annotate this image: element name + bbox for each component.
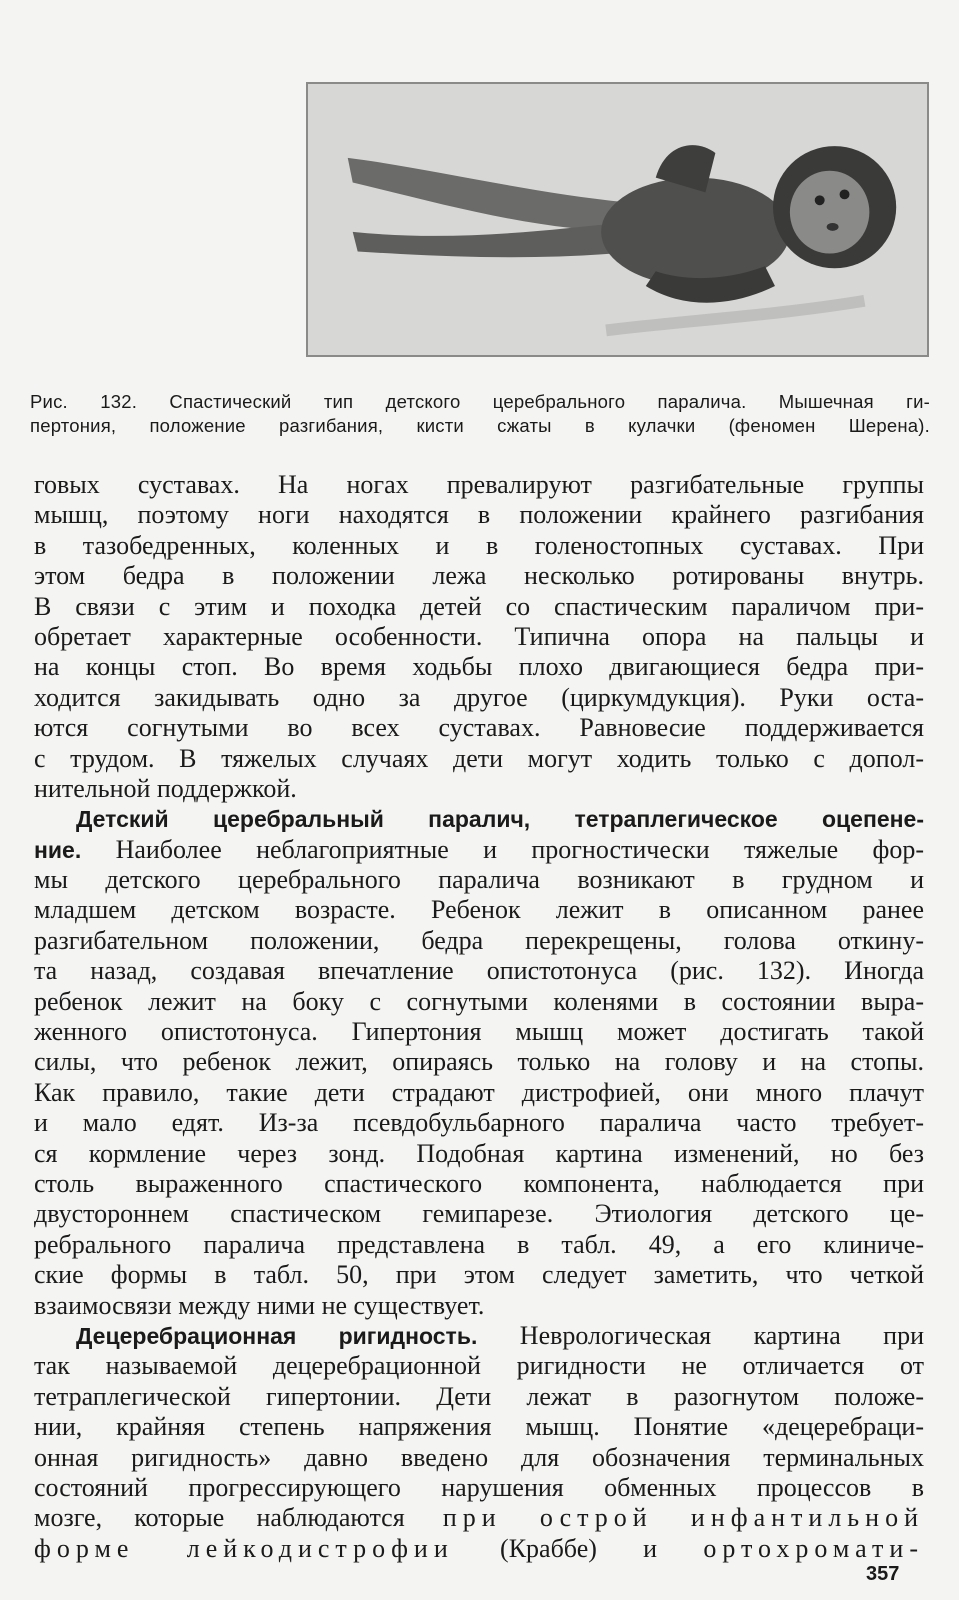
text-line: ребрального паралича представлена в табл. 49, а его клиниче- bbox=[34, 1229, 924, 1259]
text-line: силы, что ребенок лежит, опираясь только на голову и на стопы. bbox=[34, 1047, 924, 1077]
text-line: младшем детском возрасте. Ребенок лежит в описанном ранее bbox=[34, 895, 924, 925]
section-heading-line bbox=[34, 804, 924, 834]
text-line: разгибательном положении, бедра перекрещены, голова откину- bbox=[34, 925, 924, 955]
text-line: состояний прогрессирующего нарушения обменных процессов в bbox=[34, 1472, 924, 1502]
text-line: взаимосвязи между ними не существует. bbox=[34, 1290, 485, 1320]
text-line: В связи с этим и походка детей со спастическим параличом при- bbox=[34, 591, 924, 621]
text-line: ходится закидывать одно за другое (циркумдукция). Руки оста- bbox=[34, 682, 924, 712]
text-span: (Краббе) и bbox=[453, 1533, 704, 1563]
text-line: на концы стоп. Во время ходьбы плохо двигающиеся бедра при- bbox=[34, 652, 924, 682]
text-line: Как правило, такие дети страдают дистрофией, они много плачут bbox=[34, 1077, 924, 1107]
child-photo-illustration bbox=[308, 84, 927, 355]
text-line: мы детского церебрального паралича возникают в грудном и bbox=[34, 865, 924, 895]
text-span: Неврологическая картина при bbox=[477, 1320, 924, 1350]
text-line: с трудом. В тяжелых случаях дети могут ходить только с допол- bbox=[34, 743, 924, 773]
text-line bbox=[34, 1534, 924, 1564]
text-line: нии, крайняя степень напряжения мышц. Понятие «децеребраци- bbox=[34, 1412, 924, 1442]
text-line: онная ригидность» давно введено для обозначения терминальных bbox=[34, 1442, 924, 1472]
section-heading-cerebral-palsy: Детский церебральный паралич, тетраплегическое оцепене- bbox=[76, 806, 924, 833]
text-line: нительной поддержкой. bbox=[34, 773, 297, 803]
text-line: этом бедра в положении лежа несколько ротированы внутрь. bbox=[34, 561, 924, 591]
text-span: Наиболее неблагоприятные и прогностически тяжелые фор- bbox=[81, 834, 924, 864]
text-line: ребенок лежит на боку с согнутыми коленями в состоянии выра- bbox=[34, 986, 924, 1016]
text-line bbox=[34, 1503, 924, 1533]
text-line: та назад, создавая впечатление опистотонуса (рис. 132). Иногда bbox=[34, 956, 924, 986]
text-line bbox=[34, 1321, 924, 1351]
text-line: обретает характерные особенности. Типична опора на пальцы и bbox=[34, 621, 924, 651]
text-line: говых суставах. На ногах превалируют разгибательные группы bbox=[34, 470, 924, 499]
figure-132-photo bbox=[306, 82, 929, 357]
figure-caption bbox=[30, 390, 930, 438]
caption-line-2: пертония, положение разгибания, кисти сжаты в кулачки (феномен Шерена). bbox=[30, 415, 930, 436]
text-line: тетраплегической гипертонии. Дети лежат в разогнутом положе- bbox=[34, 1381, 924, 1411]
emphasized-text: форме лейкодистрофии bbox=[34, 1533, 454, 1563]
emphasized-text: при острой инфантильной bbox=[404, 1503, 924, 1533]
body-text bbox=[34, 470, 924, 1564]
text-span: мозге, которые наблюдаются bbox=[34, 1503, 405, 1533]
section-heading-cerebral-palsy-end: ние. bbox=[34, 836, 82, 863]
text-line: мышц, поэтому ноги находятся в положении крайнего разгибания bbox=[34, 500, 924, 530]
text-line: ются согнутыми во всех суставах. Равновесие поддерживается bbox=[34, 713, 924, 743]
text-line: женного опистотонуса. Гипертония мышц может достигать такой bbox=[34, 1017, 924, 1047]
text-line: двустороннем спастическом гемипарезе. Этиология детского це- bbox=[34, 1199, 924, 1229]
section-heading-decerebrate-rigidity: Децеребрационная ригидность. bbox=[76, 1322, 478, 1349]
text-line: ские формы в табл. 50, при этом следует заметить, что четкой bbox=[34, 1260, 924, 1290]
text-line: ся кормление через зонд. Подобная картина изменений, но без bbox=[34, 1138, 924, 1168]
emphasized-text: ортохромати- bbox=[703, 1533, 924, 1563]
text-line: столь выраженного спастического компонента, наблюдается при bbox=[34, 1168, 924, 1198]
text-line bbox=[34, 835, 924, 865]
page-number: 357 bbox=[866, 1563, 900, 1585]
text-line: и мало едят. Из-за псевдобульбарного паралича часто требует- bbox=[34, 1108, 924, 1138]
text-line: в тазобедренных, коленных и в голеностопных суставах. При bbox=[34, 530, 924, 560]
caption-line-1: Рис. 132. Спастический тип детского церебрального паралича. Мышечная ги- bbox=[30, 391, 930, 412]
text-line: так называемой децеребрационной ригидности не отличается от bbox=[34, 1351, 924, 1381]
